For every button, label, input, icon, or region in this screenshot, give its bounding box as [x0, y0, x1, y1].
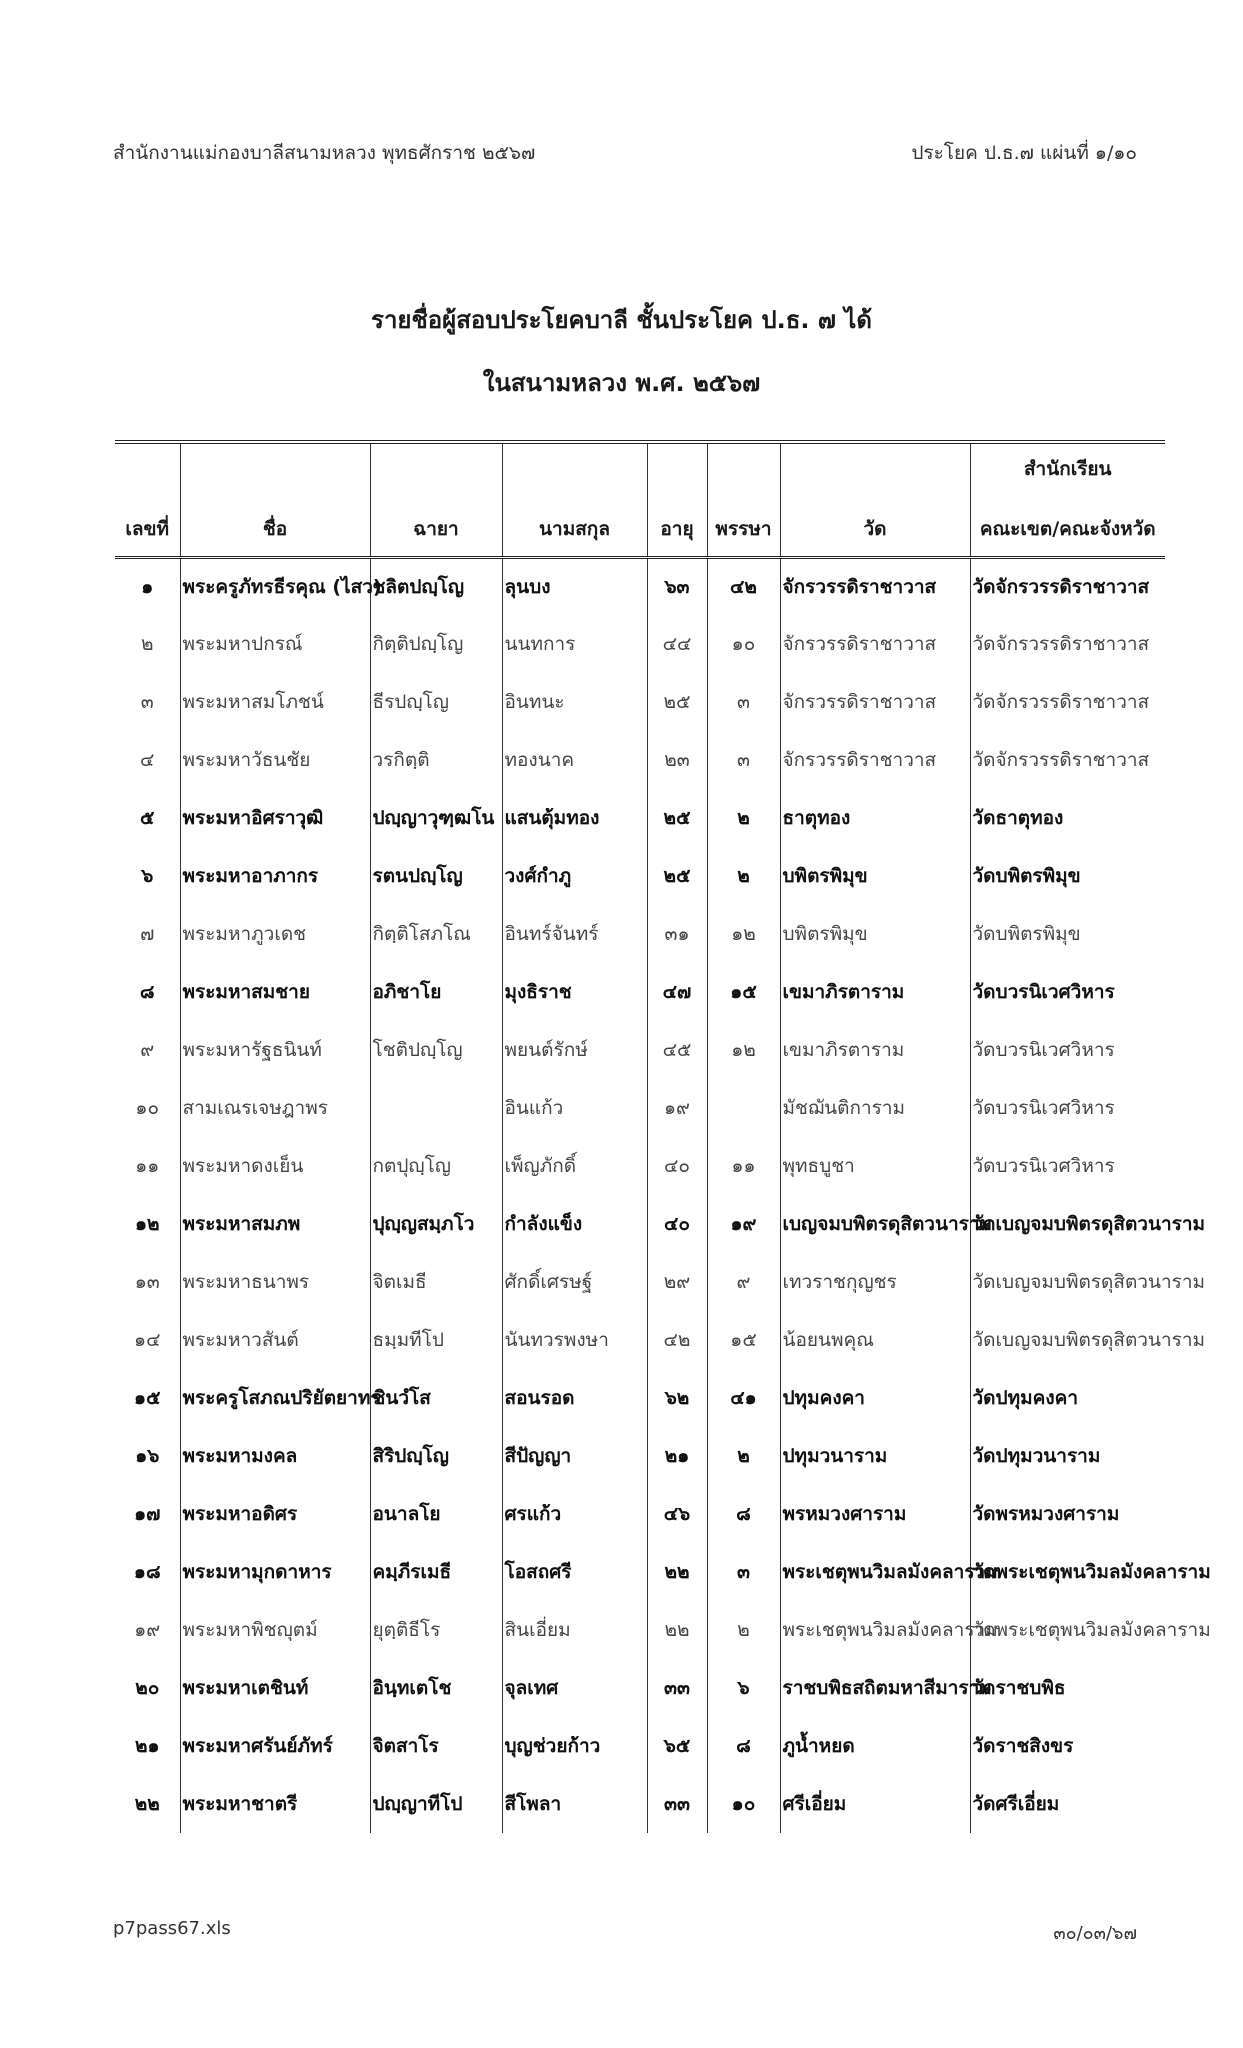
cell-monastic-name: สิริปญฺโญ — [370, 1427, 502, 1485]
cell-surname: ศรแก้ว — [502, 1485, 647, 1543]
col-header-school-bottom: คณะเขต/คณะจังหวัด — [979, 517, 1156, 540]
cell-age: ๔๔ — [647, 615, 707, 673]
table-row — [115, 557, 1165, 615]
table-row — [115, 1253, 1165, 1311]
cell-temple: ราชบพิธสถิตมหาสีมาราม — [780, 1659, 970, 1717]
cell-age: ๓๓ — [647, 1775, 707, 1833]
cell-name: พระมหารัฐธนินท์ — [180, 1021, 370, 1079]
cell-monastic-name: ชินวํโส — [370, 1369, 502, 1427]
cell-monastic-name: จิตเมธี — [370, 1253, 502, 1311]
col-header-monastic-name: ฉายา — [370, 442, 502, 557]
cell-temple: จักรวรรดิราชาวาส — [780, 557, 970, 615]
cell-school: วัดปทุมวนาราม — [970, 1427, 1165, 1485]
cell-temple: เขมาภิรตาราม — [780, 1021, 970, 1079]
cell-temple: ธาตุทอง — [780, 789, 970, 847]
cell-monastic-name: กตปุญฺโญ — [370, 1137, 502, 1195]
col-header-school — [970, 442, 1165, 557]
cell-school: วัดพระเชตุพนวิมลมังคลาราม — [970, 1601, 1165, 1659]
cell-no: ๙ — [140, 1039, 155, 1061]
cell-temple: บพิตรพิมุข — [780, 847, 970, 905]
cell-school: วัดจักรวรรดิราชาวาส — [970, 615, 1165, 673]
cell-name: พระมหาธนาพร — [180, 1253, 370, 1311]
cell-school: วัดพระเชตุพนวิมลมังคลาราม — [970, 1543, 1165, 1601]
cell-years: ๒ — [707, 1601, 780, 1659]
cell-name: พระมหาวสันต์ — [180, 1311, 370, 1369]
cell-age: ๒๙ — [647, 1253, 707, 1311]
cell-years: ๒ — [707, 1427, 780, 1485]
cell-school: วัดบวรนิเวศวิหาร — [970, 963, 1165, 1021]
cell-school: วัดจักรวรรดิราชาวาส — [970, 673, 1165, 731]
cell-surname: กำลังแข็ง — [502, 1195, 647, 1253]
cell-name: พระมหาสมชาย — [180, 963, 370, 1021]
cell-monastic-name: ชลิตปญฺโญ — [370, 557, 502, 615]
cell-monastic-name: โชติปญฺโญ — [370, 1021, 502, 1079]
cell-years: ๘ — [707, 1717, 780, 1775]
cell-surname: อินแก้ว — [502, 1079, 647, 1137]
cell-age: ๖๕ — [647, 1717, 707, 1775]
document-title: รายชื่อผู้สอบประโยคบาลี ชั้นประโยค ป.ธ. ๗ ได้ — [371, 306, 872, 334]
cell-temple: จักรวรรดิราชาวาส — [780, 673, 970, 731]
cell-years: ๑๐ — [707, 1775, 780, 1833]
table-row — [115, 1659, 1165, 1717]
cell-name: พระมหามงคล — [180, 1427, 370, 1485]
cell-monastic-name: ธมฺมทีโป — [370, 1311, 502, 1369]
cell-monastic-name: อนาลโย — [370, 1485, 502, 1543]
cell-no: ๕ — [140, 807, 155, 829]
cell-temple: พระเชตุพนวิมลมังคลาราม — [780, 1601, 970, 1659]
cell-no: ๑๑ — [135, 1155, 160, 1177]
cell-no: ๒๒ — [134, 1793, 160, 1815]
cell-school: วัดพรหมวงศาราม — [970, 1485, 1165, 1543]
cell-name: พระมหาดงเย็น — [180, 1137, 370, 1195]
cell-monastic-name: อภิชาโย — [370, 963, 502, 1021]
table-row — [115, 1775, 1165, 1833]
cell-monastic-name: วรกิตฺติ — [370, 731, 502, 789]
cell-years: ๔๒ — [707, 557, 780, 615]
cell-age: ๒๕ — [647, 673, 707, 731]
cell-name: พระมหาวัธนชัย — [180, 731, 370, 789]
cell-age: ๔๗ — [647, 963, 707, 1021]
cell-temple: เขมาภิรตาราม — [780, 963, 970, 1021]
cell-school: วัดจักรวรรดิราชาวาส — [970, 731, 1165, 789]
cell-temple: ศรีเอี่ยม — [780, 1775, 970, 1833]
col-header-temple: วัด — [780, 442, 970, 557]
cell-surname: วงศ์กำภู — [502, 847, 647, 905]
cell-school: วัดบวรนิเวศวิหาร — [970, 1137, 1165, 1195]
cell-no: ๑๕ — [134, 1387, 161, 1409]
cell-monastic-name: ยุตฺติธีโร — [370, 1601, 502, 1659]
cell-age: ๔๐ — [647, 1137, 707, 1195]
cell-surname: พยนต์รักษ์ — [502, 1021, 647, 1079]
cell-temple: ปทุมวนาราม — [780, 1427, 970, 1485]
table-body — [115, 557, 1211, 1833]
cell-monastic-name: ปญฺญาวุฑฺฒโน — [370, 789, 502, 847]
cell-no: ๑๐ — [135, 1097, 160, 1119]
cell-years: ๑๕ — [707, 963, 780, 1021]
cell-no: ๑๔ — [134, 1329, 161, 1351]
cell-no: ๔ — [140, 749, 155, 771]
cell-age: ๒๕ — [647, 789, 707, 847]
cell-no: ๗ — [140, 923, 155, 945]
cell-school: วัดบวรนิเวศวิหาร — [970, 1079, 1165, 1137]
cell-monastic-name: กิตฺติปญฺโญ — [370, 615, 502, 673]
cell-surname: ทองนาค — [502, 731, 647, 789]
table-row — [115, 905, 1165, 963]
table-row — [115, 731, 1165, 789]
cell-name: พระมหาสมโภชน์ — [180, 673, 370, 731]
cell-name: สามเณรเจษฎาพร — [180, 1079, 370, 1137]
cell-monastic-name: ปญฺญาทีโป — [370, 1775, 502, 1833]
cell-age: ๓๑ — [647, 905, 707, 963]
cell-school: วัดปทุมคงคา — [970, 1369, 1165, 1427]
cell-temple: มัชฌันติการาม — [780, 1079, 970, 1137]
cell-temple: พุทธบูชา — [780, 1137, 970, 1195]
table-row — [115, 847, 1165, 905]
cell-school: วัดธาตุทอง — [970, 789, 1165, 847]
cell-surname: สีปัญญา — [502, 1427, 647, 1485]
cell-age: ๔๒ — [647, 1311, 707, 1369]
cell-monastic-name: ปุญฺญสมฺภโว — [370, 1195, 502, 1253]
cell-school: วัดเบญจมบพิตรดุสิตวนาราม — [970, 1195, 1165, 1253]
cell-name: พระมหาเตชินท์ — [180, 1659, 370, 1717]
cell-age: ๒๑ — [647, 1427, 707, 1485]
cell-temple: พรหมวงศาราม — [780, 1485, 970, 1543]
page-footer-date: ๓๐/๐๓/๖๗ — [1053, 1923, 1137, 1944]
table-header-row — [115, 442, 1165, 557]
cell-age: ๒๓ — [647, 731, 707, 789]
cell-temple: ปทุมคงคา — [780, 1369, 970, 1427]
cell-no: ๑๒ — [134, 1213, 160, 1235]
cell-surname: ศักดิ์เศรษฐ์ — [502, 1253, 647, 1311]
cell-temple: จักรวรรดิราชาวาส — [780, 615, 970, 673]
cell-age: ๒๕ — [647, 847, 707, 905]
cell-monastic-name: อินฺทเตโช — [370, 1659, 502, 1717]
cell-no: ๑๓ — [134, 1271, 160, 1293]
cell-surname: โอสถศรี — [502, 1543, 647, 1601]
cell-name: พระมหาปกรณ์ — [180, 615, 370, 673]
cell-surname: แสนตุ้มทอง — [502, 789, 647, 847]
cell-no: ๑๖ — [135, 1445, 160, 1467]
cell-no: ๒๑ — [134, 1735, 160, 1757]
cell-temple: พระเชตุพนวิมลมังคลาราม — [780, 1543, 970, 1601]
table-row — [115, 789, 1165, 847]
cell-surname: บุญช่วยก้าว — [502, 1717, 647, 1775]
document-subtitle: ในสนามหลวง พ.ศ. ๒๕๖๗ — [482, 369, 761, 397]
cell-years: ๘ — [707, 1485, 780, 1543]
table-row — [115, 1137, 1165, 1195]
cell-age: ๔๕ — [647, 1021, 707, 1079]
cell-temple: ภูน้ำหยด — [780, 1717, 970, 1775]
cell-surname: จุลเทศ — [502, 1659, 647, 1717]
cell-name: พระมหาศรันย์ภัทร์ — [180, 1717, 370, 1775]
cell-years: ๑๐ — [707, 615, 780, 673]
cell-temple: จักรวรรดิราชาวาส — [780, 731, 970, 789]
cell-name: พระมหาอดิศร — [180, 1485, 370, 1543]
cell-school: วัดเบญจมบพิตรดุสิตวนาราม — [970, 1253, 1165, 1311]
cell-school: วัดจักรวรรดิราชาวาส — [970, 557, 1165, 615]
cell-surname: สอนรอด — [502, 1369, 647, 1427]
cell-surname: อินทนะ — [502, 673, 647, 731]
cell-age: ๓๓ — [647, 1659, 707, 1717]
cell-years: ๖ — [707, 1659, 780, 1717]
page-header-right: ประโยค ป.ธ.๗ แผ่นที่ ๑/๑๐ — [911, 142, 1137, 164]
cell-surname: สีโพลา — [502, 1775, 647, 1833]
cell-surname: นนทการ — [502, 615, 647, 673]
col-header-name: ชื่อ — [180, 442, 370, 557]
table-row — [115, 1311, 1165, 1369]
table-row — [115, 1543, 1165, 1601]
cell-years: ๑๑ — [707, 1137, 780, 1195]
cell-age: ๖๒ — [647, 1369, 707, 1427]
cell-temple: บพิตรพิมุข — [780, 905, 970, 963]
cell-no: ๑๗ — [134, 1503, 161, 1525]
col-header-no: เลขที่ — [115, 442, 180, 557]
cell-monastic-name: รตนปญฺโญ — [370, 847, 502, 905]
cell-no: ๘ — [139, 981, 155, 1003]
cell-monastic-name — [370, 1079, 502, 1137]
cell-years: ๒ — [707, 789, 780, 847]
cell-name: พระมหาภูวเดช — [180, 905, 370, 963]
col-header-age: อายุ — [647, 442, 707, 557]
cell-years: ๔๑ — [707, 1369, 780, 1427]
cell-age: ๒๒ — [647, 1601, 707, 1659]
cell-years: ๓ — [707, 731, 780, 789]
table-row — [115, 1195, 1165, 1253]
cell-years: ๙ — [707, 1253, 780, 1311]
cell-age: ๔๖ — [647, 1485, 707, 1543]
cell-name: พระมหาอาภากร — [180, 847, 370, 905]
page-footer-filename: p7pass67.xls — [113, 1918, 231, 1939]
cell-school: วัดบวรนิเวศวิหาร — [970, 1021, 1165, 1079]
cell-no: ๒๐ — [135, 1677, 160, 1699]
table-row — [115, 1021, 1165, 1079]
cell-monastic-name: จิตสาโร — [370, 1717, 502, 1775]
cell-monastic-name: กิตฺติโสภโณ — [370, 905, 502, 963]
col-header-surname: นามสกุล — [502, 442, 647, 557]
cell-name: พระมหาอิศราวุฒิ — [180, 789, 370, 847]
cell-surname: อินทร์จันทร์ — [502, 905, 647, 963]
cell-years: ๑๙ — [707, 1195, 780, 1253]
cell-years: ๓ — [707, 673, 780, 731]
cell-monastic-name: ธีรปญฺโญ — [370, 673, 502, 731]
col-header-school-top: สำนักเรียน — [1023, 457, 1112, 480]
table-row — [115, 1601, 1165, 1659]
cell-age: ๖๓ — [647, 557, 707, 615]
cell-age: ๑๙ — [647, 1079, 707, 1137]
cell-years: ๑๒ — [707, 1021, 780, 1079]
cell-age: ๒๒ — [647, 1543, 707, 1601]
table-row — [115, 673, 1165, 731]
cell-no: ๑๙ — [134, 1619, 161, 1641]
cell-surname: นันทวรพงษา — [502, 1311, 647, 1369]
cell-no: ๖ — [141, 865, 154, 887]
cell-temple: น้อยนพคุณ — [780, 1311, 970, 1369]
cell-no: ๓ — [140, 691, 154, 713]
cell-surname: เพ็ญภักดิ์ — [502, 1137, 647, 1195]
cell-temple: เทวราชกุญชร — [780, 1253, 970, 1311]
cell-name: พระมหาชาตรี — [180, 1775, 370, 1833]
cell-name: พระครูภัทรธีรคุณ (ไสว) — [180, 557, 370, 615]
table-row — [115, 1369, 1165, 1427]
cell-no: ๑ — [141, 575, 154, 598]
table-row — [115, 1427, 1165, 1485]
cell-temple: เบญจมบพิตรดุสิตวนาราม — [780, 1195, 970, 1253]
table-row — [115, 615, 1165, 673]
cell-surname: มุงธิราช — [502, 963, 647, 1021]
cell-school: วัดเบญจมบพิตรดุสิตวนาราม — [970, 1311, 1165, 1369]
cell-monastic-name: คมฺภีรเมธี — [370, 1543, 502, 1601]
cell-school: วัดบพิตรพิมุข — [970, 847, 1165, 905]
cell-no: ๒ — [140, 633, 154, 655]
table-row — [115, 1717, 1165, 1775]
table-row — [115, 1485, 1165, 1543]
cell-school: วัดศรีเอี่ยม — [970, 1775, 1165, 1833]
page-header-left: สำนักงานแม่กองบาลีสนามหลวง พุทธศักราช ๒๕๖๗ — [113, 142, 536, 164]
cell-school: วัดราชสิงขร — [970, 1717, 1165, 1775]
cell-surname: ลุนบง — [502, 557, 647, 615]
results-table — [115, 440, 1211, 1833]
cell-years: ๓ — [707, 1543, 780, 1601]
cell-school: วัดบพิตรพิมุข — [970, 905, 1165, 963]
cell-age: ๔๐ — [647, 1195, 707, 1253]
cell-name: พระมหาสมภพ — [180, 1195, 370, 1253]
cell-years — [707, 1079, 780, 1137]
table-row — [115, 1079, 1165, 1137]
cell-surname: สินเอี่ยม — [502, 1601, 647, 1659]
cell-name: พระครูโสภณปริยัตยาทร — [180, 1369, 370, 1427]
cell-no: ๑๘ — [133, 1561, 161, 1583]
cell-years: ๒ — [707, 847, 780, 905]
cell-years: ๑๒ — [707, 905, 780, 963]
col-header-years: พรรษา — [707, 442, 780, 557]
cell-school: วัดราชบพิธ — [970, 1659, 1165, 1717]
cell-years: ๑๕ — [707, 1311, 780, 1369]
cell-name: พระมหาพิชญุตม์ — [180, 1601, 370, 1659]
cell-name: พระมหามุกดาหาร — [180, 1543, 370, 1601]
table-row — [115, 963, 1165, 1021]
